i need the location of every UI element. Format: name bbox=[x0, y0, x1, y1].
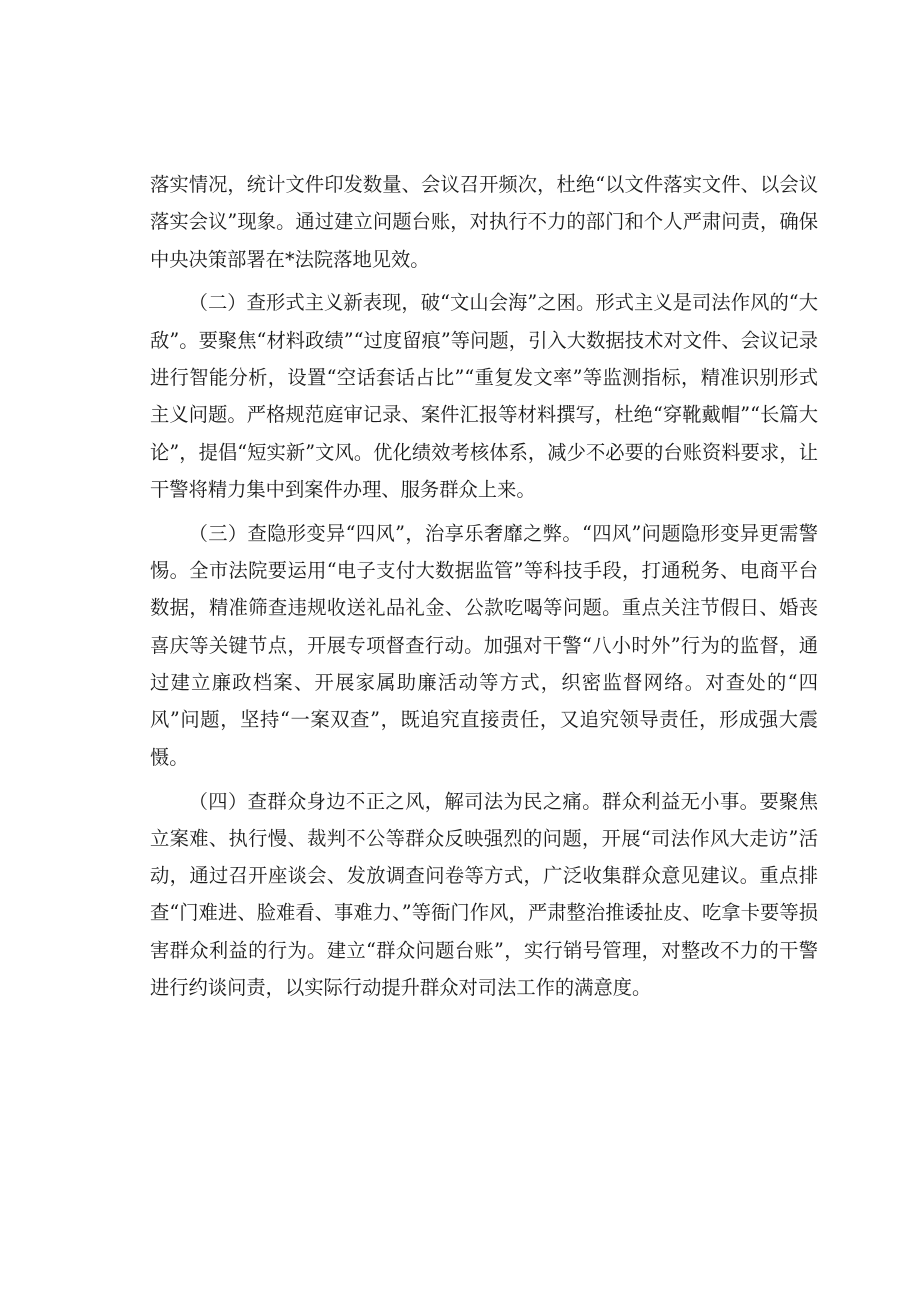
paragraph-section-2: （二）查形式主义新表现，破“文山会海”之困。形式主义是司法作风的“大敌”。要聚焦“材料政绩”“过度留痕”等问题，引入大数据技术对文件、会议记录进行智能分析，设置“空话套话占比”“重复发文率”等监测指标，精准识别形式主义问题。严格规范庭审记录、案件汇报等材料撰写，杜绝“穿靴戴帽”“长篇大论”，提倡“短实新”文风。优化绩效考核体系，减少不必要的台账资料要求，让干警将精力集中到案件办理、服务群众上来。 bbox=[150, 291, 818, 501]
document-body bbox=[150, 166, 818, 1013]
paragraph-section-3: （三）查隐形变异“四风”，治享乐奢靡之弊。“四风”问题隐形变异更需警惕。全市法院要运用“电子支付大数据监管”等科技手段，打通税务、电商平台数据，精准筛查违规收送礼品礼金、公款吃喝等问题。重点关注节假日、婚丧喜庆等关键节点，开展专项督查行动。加强对干警“八小时外”行为的监督，通过建立廉政档案、开展家属助廉活动等方式，织密监督网络。对查处的“四风”问题，坚持“一案双查”，既追究直接责任，又追究领导责任，形成强大震慑。 bbox=[150, 521, 818, 769]
paragraph-section-4: （四）查群众身边不正之风，解司法为民之痛。群众利益无小事。要聚焦立案难、执行慢、裁判不公等群众反映强烈的问题，开展“司法作风大走访”活动，通过召开座谈会、发放调查问卷等方式，广泛收集群众意见建议。重点排查“门难进、脸难看、事难力、”等衙门作风，严肃整治推诿扯皮、吃拿卡要等损害群众利益的行为。建立“群众问题台账”，实行销号管理，对整改不力的干警进行约谈问责，以实际行动提升群众对司法工作的满意度。 bbox=[150, 789, 818, 1000]
paragraph-continuation: 落实情况，统计文件印发数量、会议召开频次，杜绝“以文件落实文件、以会议落实会议”现象。通过建立问题台账，对执行不力的部门和个人严肃问责，确保中央决策部署在*法院落地见效。 bbox=[150, 173, 818, 271]
